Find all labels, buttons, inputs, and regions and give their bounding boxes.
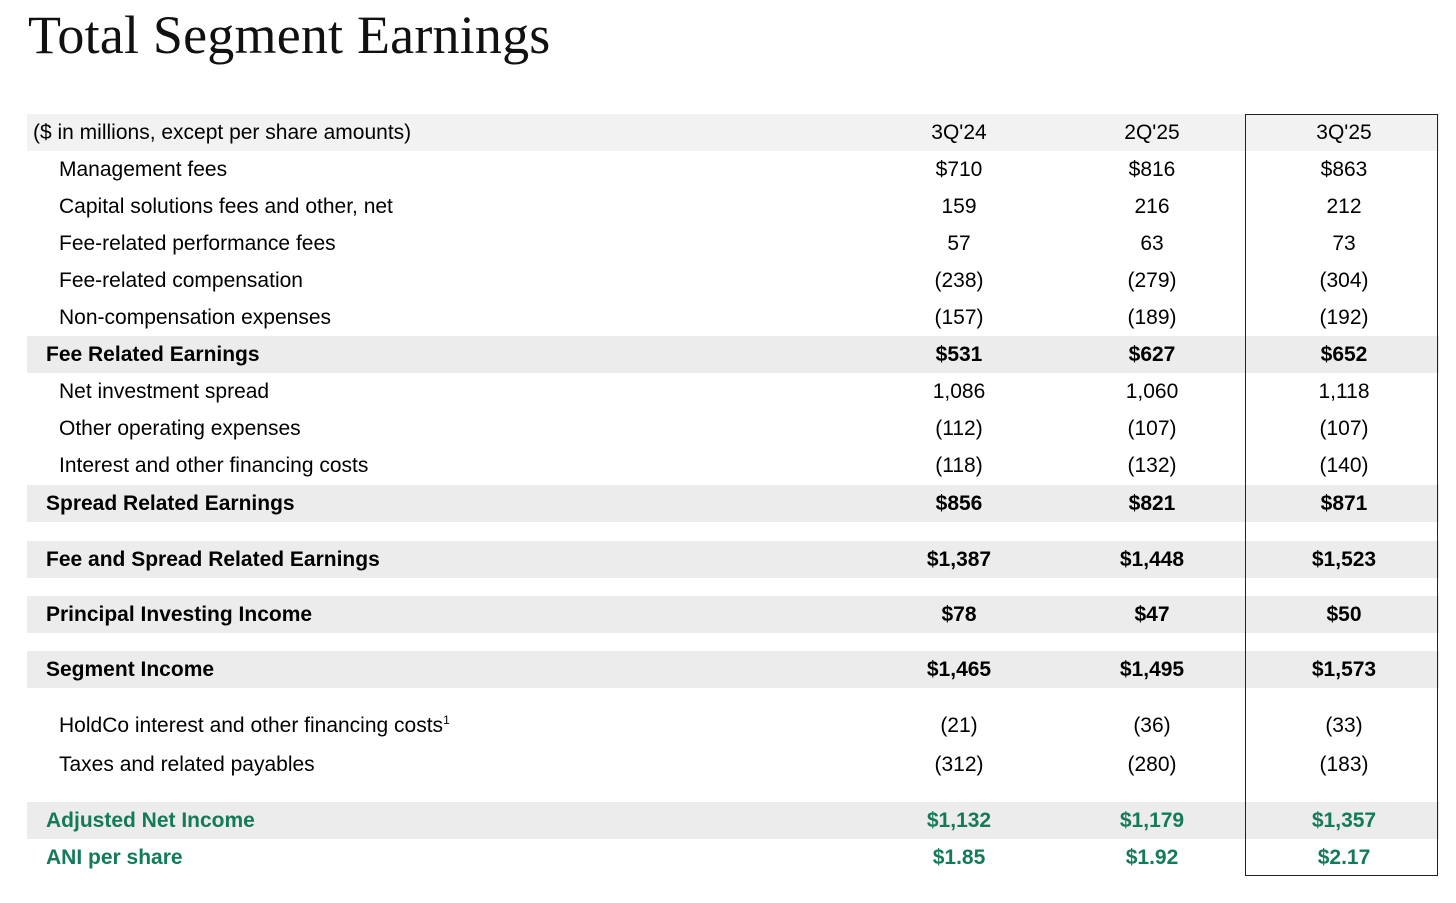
value-3q24: $1,465: [926, 658, 992, 681]
row-principal-investing-income: [27, 596, 1439, 633]
footnote-marker: 1: [443, 713, 450, 727]
value-3q24: $1,387: [926, 548, 992, 571]
table-header-row: [27, 114, 1439, 151]
column-header-3q24: 3Q'24: [931, 121, 987, 144]
value-2q25: $627: [1128, 343, 1176, 366]
row-label: Fee and Spread Related Earnings: [46, 548, 380, 571]
row-interest-financing-costs: [27, 447, 1439, 484]
value-2q25: $821: [1128, 492, 1176, 515]
row-label: Segment Income: [46, 658, 215, 681]
column-header-2q25: 2Q'25: [1124, 121, 1180, 144]
value-3q25: (140): [1319, 454, 1369, 477]
value-3q25: $871: [1320, 492, 1368, 515]
value-2q25: 63: [1140, 232, 1164, 255]
value-3q25: (192): [1319, 306, 1369, 329]
row-non-compensation-expenses: [27, 299, 1439, 336]
value-3q25: $1,357: [1311, 809, 1377, 832]
row-label-with-footnote: [59, 707, 450, 744]
value-2q25: 216: [1134, 195, 1170, 218]
value-3q25: $2.17: [1317, 846, 1371, 869]
value-3q25: (304): [1319, 269, 1369, 292]
row-label: Taxes and related payables: [59, 753, 315, 776]
row-label: Management fees: [59, 158, 228, 181]
value-2q25: (132): [1127, 454, 1177, 477]
value-3q24: (157): [934, 306, 984, 329]
value-3q24: (238): [934, 269, 984, 292]
row-label: Non-compensation expenses: [59, 306, 331, 329]
column-header-3q25: 3Q'25: [1316, 121, 1372, 144]
value-3q25: 73: [1332, 232, 1356, 255]
value-3q24: (118): [935, 454, 983, 477]
row-label: Fee-related performance fees: [59, 232, 336, 255]
value-3q24: 159: [941, 195, 977, 218]
value-2q25: $816: [1128, 158, 1176, 181]
value-2q25: (189): [1127, 306, 1177, 329]
value-3q25: 212: [1326, 195, 1362, 218]
page-title: Total Segment Earnings: [28, 5, 551, 65]
row-holdco-interest-financing-costs: [27, 707, 1439, 744]
value-2q25: $1,448: [1119, 548, 1185, 571]
value-3q24: $1.85: [932, 846, 986, 869]
row-capital-solutions-fees: [27, 188, 1439, 225]
value-3q24: $78: [941, 603, 977, 626]
row-spread-related-earnings: [27, 485, 1439, 522]
value-3q25: 1,118: [1318, 380, 1370, 403]
value-3q24: $856: [935, 492, 983, 515]
value-3q24: $710: [935, 158, 983, 181]
value-3q25: $1,523: [1311, 548, 1377, 571]
value-2q25: (280): [1127, 753, 1177, 776]
value-3q24: 1,086: [932, 380, 986, 403]
value-3q25: $1,573: [1311, 658, 1377, 681]
row-label: ANI per share: [46, 846, 183, 869]
row-other-operating-expenses: [27, 410, 1439, 447]
value-2q25: (107): [1127, 417, 1177, 440]
row-fee-and-spread-related-earnings: [27, 541, 1439, 578]
row-label: HoldCo interest and other financing costs: [59, 714, 444, 737]
row-management-fees: [27, 151, 1439, 188]
value-2q25: $1.92: [1125, 846, 1179, 869]
row-label: Capital solutions fees and other, net: [59, 195, 393, 218]
value-3q25: (183): [1319, 753, 1369, 776]
row-ani-per-share: [27, 839, 1439, 876]
value-2q25: (279): [1127, 269, 1177, 292]
value-3q25: $652: [1320, 343, 1368, 366]
value-3q25: (107): [1319, 417, 1369, 440]
row-label: Interest and other financing costs: [59, 454, 369, 477]
value-3q25: $863: [1320, 158, 1368, 181]
value-3q24: $531: [935, 343, 983, 366]
value-3q25: $50: [1326, 603, 1362, 626]
value-3q24: 57: [947, 232, 971, 255]
row-label: Fee-related compensation: [59, 269, 303, 292]
row-label: Adjusted Net Income: [46, 809, 255, 832]
row-label: Fee Related Earnings: [46, 343, 260, 366]
value-2q25: $1,495: [1119, 658, 1185, 681]
row-label: Other operating expenses: [59, 417, 301, 440]
row-label: Principal Investing Income: [46, 603, 313, 626]
row-fee-related-compensation: [27, 262, 1439, 299]
value-3q25: (33): [1325, 714, 1363, 737]
row-fee-related-performance-fees: [27, 225, 1439, 262]
value-2q25: $47: [1134, 603, 1170, 626]
row-adjusted-net-income: [27, 802, 1439, 839]
row-segment-income: [27, 651, 1439, 688]
value-2q25: $1,179: [1119, 809, 1185, 832]
row-label: Net investment spread: [59, 380, 270, 403]
row-taxes-related-payables: [27, 746, 1439, 783]
value-3q24: (112): [935, 417, 983, 440]
row-fee-related-earnings: [27, 336, 1439, 373]
value-3q24: (21): [940, 714, 978, 737]
row-label: Spread Related Earnings: [46, 492, 295, 515]
row-net-investment-spread: [27, 373, 1439, 410]
header-units-label: ($ in millions, except per share amounts): [33, 121, 412, 144]
value-2q25: (36): [1133, 714, 1171, 737]
value-3q24: (312): [934, 753, 984, 776]
value-3q24: $1,132: [926, 809, 992, 832]
value-2q25: 1,060: [1125, 380, 1179, 403]
